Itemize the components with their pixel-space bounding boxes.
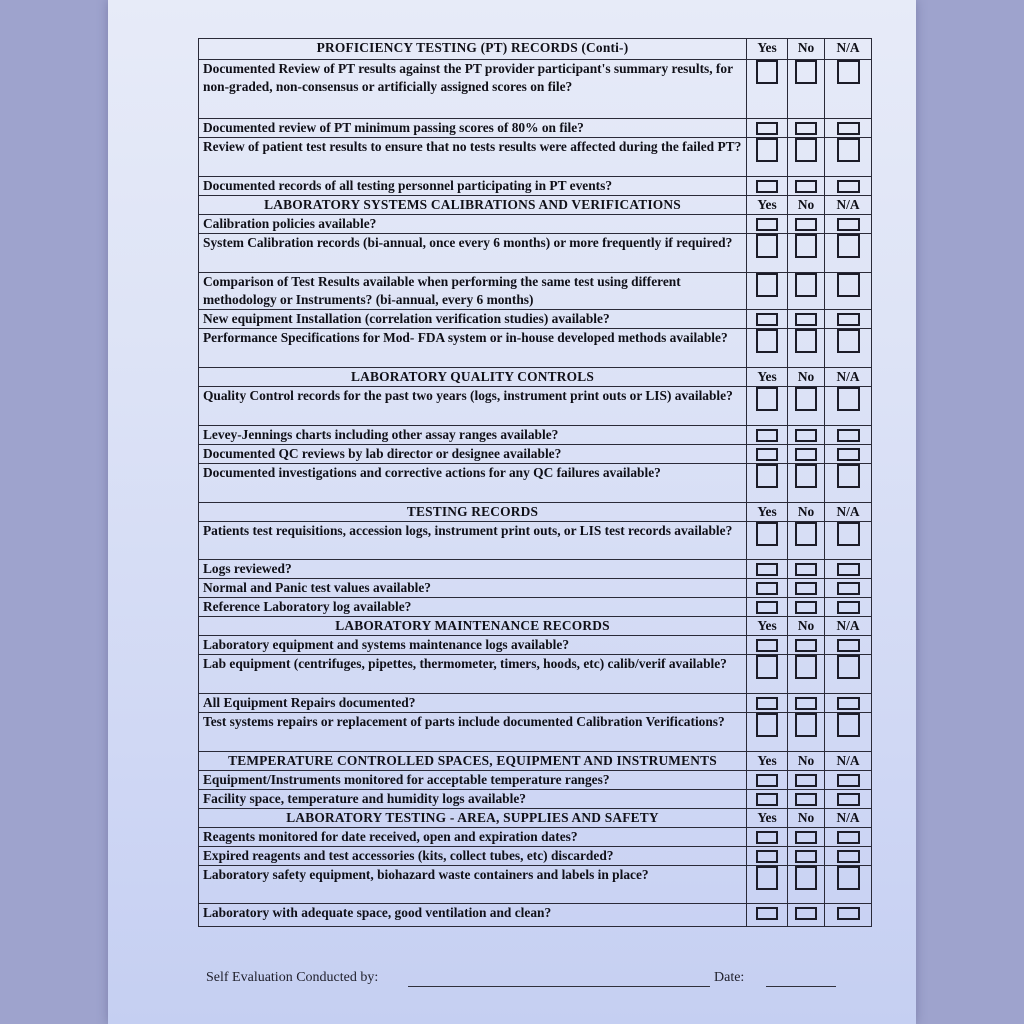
self-evaluation-checklist [198, 38, 872, 927]
checklist-question: Lab equipment (centrifuges, pipettes, thermometer, timers, hoods, etc) calib/verif available? [199, 655, 747, 694]
checkbox-na[interactable] [837, 273, 860, 297]
section-header-row [199, 503, 872, 522]
section-header-row [199, 809, 872, 828]
answer-cell-yes [747, 866, 788, 904]
checkbox-no[interactable] [795, 639, 817, 652]
checklist-row [199, 847, 872, 866]
checkbox-no[interactable] [795, 522, 817, 546]
checkbox-yes[interactable] [756, 273, 778, 297]
checkbox-no[interactable] [795, 387, 817, 411]
answer-cell-yes [747, 655, 788, 694]
checkbox-na[interactable] [837, 655, 860, 679]
answer-cell-yes [747, 771, 788, 790]
answer-cell-na [825, 177, 872, 196]
checklist-row [199, 771, 872, 790]
checkbox-na[interactable] [837, 387, 860, 411]
checklist-question: Equipment/Instruments monitored for acceptable temperature ranges? [199, 771, 747, 790]
answer-cell-no [788, 60, 825, 119]
answer-cell-no [788, 636, 825, 655]
answer-cell-na [825, 234, 872, 273]
section-header-row [199, 39, 872, 60]
answer-cell-no [788, 522, 825, 560]
answer-cell-yes [747, 790, 788, 809]
checklist-question: Patients test requisitions, accession logs, instrument print outs, or LIS test records available? [199, 522, 747, 560]
answer-cell-no [788, 904, 825, 927]
column-header-na: N/A [825, 368, 872, 387]
section-title: TESTING RECORDS [199, 503, 747, 522]
checklist-row [199, 119, 872, 138]
checklist-row [199, 273, 872, 310]
checklist-question: Facility space, temperature and humidity logs available? [199, 790, 747, 809]
checkbox-yes[interactable] [756, 793, 778, 806]
checkbox-no[interactable] [795, 831, 817, 844]
checkbox-no[interactable] [795, 218, 817, 231]
checkbox-no[interactable] [795, 464, 817, 488]
answer-cell-no [788, 655, 825, 694]
checkbox-yes[interactable] [756, 774, 778, 787]
column-header-na: N/A [825, 752, 872, 771]
answer-cell-yes [747, 138, 788, 177]
answer-cell-yes [747, 579, 788, 598]
answer-cell-na [825, 636, 872, 655]
answer-cell-no [788, 177, 825, 196]
checkbox-yes[interactable] [756, 831, 778, 844]
checkbox-na[interactable] [837, 866, 860, 890]
column-header-no: No [788, 752, 825, 771]
column-header-na: N/A [825, 39, 872, 60]
checklist-row [199, 713, 872, 752]
checkbox-no[interactable] [795, 60, 817, 84]
checkbox-na[interactable] [837, 464, 860, 488]
answer-cell-na [825, 694, 872, 713]
column-header-yes: Yes [747, 617, 788, 636]
checkbox-yes[interactable] [756, 639, 778, 652]
answer-cell-yes [747, 598, 788, 617]
date-field[interactable] [766, 986, 836, 987]
answer-cell-no [788, 694, 825, 713]
checkbox-na[interactable] [837, 601, 860, 614]
checkbox-no[interactable] [795, 907, 817, 920]
checkbox-na[interactable] [837, 774, 860, 787]
checkbox-yes[interactable] [756, 464, 778, 488]
checkbox-yes[interactable] [756, 429, 778, 442]
checkbox-yes[interactable] [756, 850, 778, 863]
answer-cell-na [825, 847, 872, 866]
answer-cell-yes [747, 119, 788, 138]
answer-cell-na [825, 598, 872, 617]
checkbox-no[interactable] [795, 273, 817, 297]
column-header-no: No [788, 809, 825, 828]
answer-cell-yes [747, 234, 788, 273]
checklist-row [199, 426, 872, 445]
answer-cell-yes [747, 177, 788, 196]
answer-cell-yes [747, 636, 788, 655]
checkbox-no[interactable] [795, 329, 817, 353]
section-header-row [199, 196, 872, 215]
checkbox-yes[interactable] [756, 601, 778, 614]
answer-cell-na [825, 387, 872, 426]
checklist-row [199, 445, 872, 464]
answer-cell-yes [747, 560, 788, 579]
checkbox-yes[interactable] [756, 563, 778, 576]
column-header-na: N/A [825, 617, 872, 636]
answer-cell-no [788, 828, 825, 847]
section-header-row [199, 368, 872, 387]
checklist-question: Review of patient test results to ensure that no tests results were affected during the failed PT? [199, 138, 747, 177]
checklist-row [199, 138, 872, 177]
checkbox-yes[interactable] [756, 122, 778, 135]
checklist-row [199, 694, 872, 713]
answer-cell-no [788, 866, 825, 904]
answer-cell-yes [747, 904, 788, 927]
section-title: PROFICIENCY TESTING (PT) RECORDS (Conti-) [199, 39, 747, 60]
answer-cell-na [825, 329, 872, 368]
checklist-question: Test systems repairs or replacement of parts include documented Calibration Verifications? [199, 713, 747, 752]
checkbox-yes[interactable] [756, 234, 778, 258]
checkbox-na[interactable] [837, 522, 860, 546]
answer-cell-no [788, 426, 825, 445]
answer-cell-na [825, 119, 872, 138]
column-header-no: No [788, 368, 825, 387]
answer-cell-yes [747, 215, 788, 234]
checkbox-no[interactable] [795, 448, 817, 461]
checklist-row [199, 464, 872, 503]
checkbox-no[interactable] [795, 582, 817, 595]
checklist-question: Quality Control records for the past two years (logs, instrument print outs or LIS) available? [199, 387, 747, 426]
checklist-row [199, 215, 872, 234]
checkbox-yes[interactable] [756, 582, 778, 595]
answer-cell-yes [747, 445, 788, 464]
answer-cell-na [825, 426, 872, 445]
checklist-question: New equipment Installation (correlation verification studies) available? [199, 310, 747, 329]
checklist-question: Laboratory safety equipment, biohazard waste containers and labels in place? [199, 866, 747, 904]
checkbox-no[interactable] [795, 697, 817, 710]
answer-cell-no [788, 119, 825, 138]
column-header-yes: Yes [747, 39, 788, 60]
checkbox-na[interactable] [837, 448, 860, 461]
answer-cell-no [788, 310, 825, 329]
checklist-row [199, 60, 872, 119]
checkbox-no[interactable] [795, 122, 817, 135]
column-header-na: N/A [825, 809, 872, 828]
checklist-row [199, 522, 872, 560]
answer-cell-na [825, 713, 872, 752]
answer-cell-na [825, 215, 872, 234]
answer-cell-no [788, 790, 825, 809]
checklist-question: Documented QC reviews by lab director or designee available? [199, 445, 747, 464]
answer-cell-no [788, 560, 825, 579]
checkbox-na[interactable] [837, 329, 860, 353]
checklist-question: All Equipment Repairs documented? [199, 694, 747, 713]
column-header-yes: Yes [747, 196, 788, 215]
checkbox-no[interactable] [795, 655, 817, 679]
checkbox-na[interactable] [837, 697, 860, 710]
answer-cell-yes [747, 522, 788, 560]
checkbox-yes[interactable] [756, 907, 778, 920]
checklist-question: Documented investigations and corrective actions for any QC failures available? [199, 464, 747, 503]
checkbox-na[interactable] [837, 60, 860, 84]
signature-line [206, 966, 846, 990]
checkbox-yes[interactable] [756, 697, 778, 710]
column-header-no: No [788, 196, 825, 215]
checkbox-no[interactable] [795, 713, 817, 737]
section-header-row [199, 617, 872, 636]
checkbox-na[interactable] [837, 793, 860, 806]
answer-cell-no [788, 771, 825, 790]
checkbox-yes[interactable] [756, 387, 778, 411]
checklist-row [199, 904, 872, 927]
answer-cell-na [825, 866, 872, 904]
checkbox-na[interactable] [837, 907, 860, 920]
section-title: LABORATORY TESTING - AREA, SUPPLIES AND SAFETY [199, 809, 747, 828]
checklist-row [199, 579, 872, 598]
checkbox-yes[interactable] [756, 713, 778, 737]
answer-cell-yes [747, 694, 788, 713]
column-header-na: N/A [825, 503, 872, 522]
answer-cell-yes [747, 329, 788, 368]
answer-cell-na [825, 445, 872, 464]
checklist-question: Documented review of PT minimum passing scores of 80% on file? [199, 119, 747, 138]
checklist-question: Expired reagents and test accessories (kits, collect tubes, etc) discarded? [199, 847, 747, 866]
answer-cell-no [788, 713, 825, 752]
checklist-row [199, 387, 872, 426]
checkbox-no[interactable] [795, 850, 817, 863]
checkbox-no[interactable] [795, 313, 817, 326]
checklist-row [199, 655, 872, 694]
answer-cell-no [788, 464, 825, 503]
checkbox-na[interactable] [837, 831, 860, 844]
column-header-yes: Yes [747, 503, 788, 522]
answer-cell-no [788, 138, 825, 177]
checklist-row [199, 310, 872, 329]
checkbox-na[interactable] [837, 582, 860, 595]
checklist-row [199, 866, 872, 904]
checklist-row [199, 329, 872, 368]
answer-cell-yes [747, 60, 788, 119]
answer-cell-no [788, 847, 825, 866]
answer-cell-no [788, 598, 825, 617]
checkbox-no[interactable] [795, 563, 817, 576]
conducted-by-label: Self Evaluation Conducted by: [206, 970, 379, 985]
checkbox-yes[interactable] [756, 522, 778, 546]
answer-cell-na [825, 310, 872, 329]
checkbox-na[interactable] [837, 138, 860, 162]
checklist-question: Levey-Jennings charts including other assay ranges available? [199, 426, 747, 445]
answer-cell-na [825, 60, 872, 119]
section-header-row [199, 752, 872, 771]
checkbox-na[interactable] [837, 218, 860, 231]
checkbox-na[interactable] [837, 850, 860, 863]
checkbox-yes[interactable] [756, 313, 778, 326]
checkbox-no[interactable] [795, 601, 817, 614]
answer-cell-no [788, 579, 825, 598]
checkbox-na[interactable] [837, 429, 860, 442]
column-header-no: No [788, 503, 825, 522]
checklist-question: Laboratory equipment and systems maintenance logs available? [199, 636, 747, 655]
answer-cell-na [825, 904, 872, 927]
answer-cell-na [825, 771, 872, 790]
checklist-question: Logs reviewed? [199, 560, 747, 579]
checklist-question: Reference Laboratory log available? [199, 598, 747, 617]
checklist-question: Documented records of all testing personnel participating in PT events? [199, 177, 747, 196]
answer-cell-yes [747, 847, 788, 866]
section-title: LABORATORY QUALITY CONTROLS [199, 368, 747, 387]
checklist-row [199, 828, 872, 847]
checkbox-yes[interactable] [756, 866, 778, 890]
checkbox-yes[interactable] [756, 218, 778, 231]
checklist-question: Reagents monitored for date received, open and expiration dates? [199, 828, 747, 847]
checklist-question: Comparison of Test Results available when performing the same test using different methodology or Instruments? (bi-annual, every 6 months) [199, 273, 747, 310]
answer-cell-no [788, 234, 825, 273]
checklist-question: Laboratory with adequate space, good ventilation and clean? [199, 904, 747, 927]
answer-cell-na [825, 138, 872, 177]
checklist-row [199, 790, 872, 809]
checklist-row [199, 636, 872, 655]
answer-cell-yes [747, 273, 788, 310]
column-header-no: No [788, 39, 825, 60]
checkbox-no[interactable] [795, 793, 817, 806]
answer-cell-na [825, 790, 872, 809]
section-title: LABORATORY MAINTENANCE RECORDS [199, 617, 747, 636]
date-label: Date: [714, 970, 745, 985]
checkbox-no[interactable] [795, 774, 817, 787]
checkbox-yes[interactable] [756, 329, 778, 353]
answer-cell-no [788, 387, 825, 426]
checkbox-yes[interactable] [756, 138, 778, 162]
column-header-no: No [788, 617, 825, 636]
checkbox-yes[interactable] [756, 60, 778, 84]
checkbox-na[interactable] [837, 563, 860, 576]
checkbox-no[interactable] [795, 429, 817, 442]
answer-cell-na [825, 522, 872, 560]
answer-cell-no [788, 273, 825, 310]
answer-cell-no [788, 215, 825, 234]
checkbox-no[interactable] [795, 234, 817, 258]
answer-cell-yes [747, 464, 788, 503]
checkbox-na[interactable] [837, 313, 860, 326]
conducted-by-field[interactable] [408, 986, 710, 987]
checkbox-yes[interactable] [756, 448, 778, 461]
answer-cell-yes [747, 310, 788, 329]
answer-cell-na [825, 464, 872, 503]
section-title: TEMPERATURE CONTROLLED SPACES, EQUIPMENT AND INSTRUMENTS [199, 752, 747, 771]
column-header-na: N/A [825, 196, 872, 215]
answer-cell-no [788, 445, 825, 464]
checklist-question: Performance Specifications for Mod- FDA system or in-house developed methods available? [199, 329, 747, 368]
answer-cell-na [825, 273, 872, 310]
answer-cell-yes [747, 426, 788, 445]
checkbox-na[interactable] [837, 713, 860, 737]
checklist-question: System Calibration records (bi-annual, once every 6 months) or more frequently if required? [199, 234, 747, 273]
answer-cell-na [825, 560, 872, 579]
checkbox-na[interactable] [837, 639, 860, 652]
answer-cell-na [825, 655, 872, 694]
section-title: LABORATORY SYSTEMS CALIBRATIONS AND VERIFICATIONS [199, 196, 747, 215]
checklist-row [199, 234, 872, 273]
checkbox-yes[interactable] [756, 655, 778, 679]
answer-cell-na [825, 579, 872, 598]
checkbox-na[interactable] [837, 180, 860, 193]
answer-cell-yes [747, 713, 788, 752]
checkbox-no[interactable] [795, 180, 817, 193]
column-header-yes: Yes [747, 368, 788, 387]
column-header-yes: Yes [747, 752, 788, 771]
checkbox-no[interactable] [795, 866, 817, 890]
checklist-row [199, 598, 872, 617]
column-header-yes: Yes [747, 809, 788, 828]
checkbox-no[interactable] [795, 138, 817, 162]
checklist-question: Calibration policies available? [199, 215, 747, 234]
answer-cell-yes [747, 387, 788, 426]
checkbox-na[interactable] [837, 122, 860, 135]
answer-cell-yes [747, 828, 788, 847]
checkbox-na[interactable] [837, 234, 860, 258]
answer-cell-no [788, 329, 825, 368]
checklist-row [199, 560, 872, 579]
checklist-question: Normal and Panic test values available? [199, 579, 747, 598]
checklist-question: Documented Review of PT results against the PT provider participant's summary results, for non-graded, non-consensus or artificially assigned scores on file? [199, 60, 747, 119]
checkbox-yes[interactable] [756, 180, 778, 193]
checklist-row [199, 177, 872, 196]
answer-cell-na [825, 828, 872, 847]
